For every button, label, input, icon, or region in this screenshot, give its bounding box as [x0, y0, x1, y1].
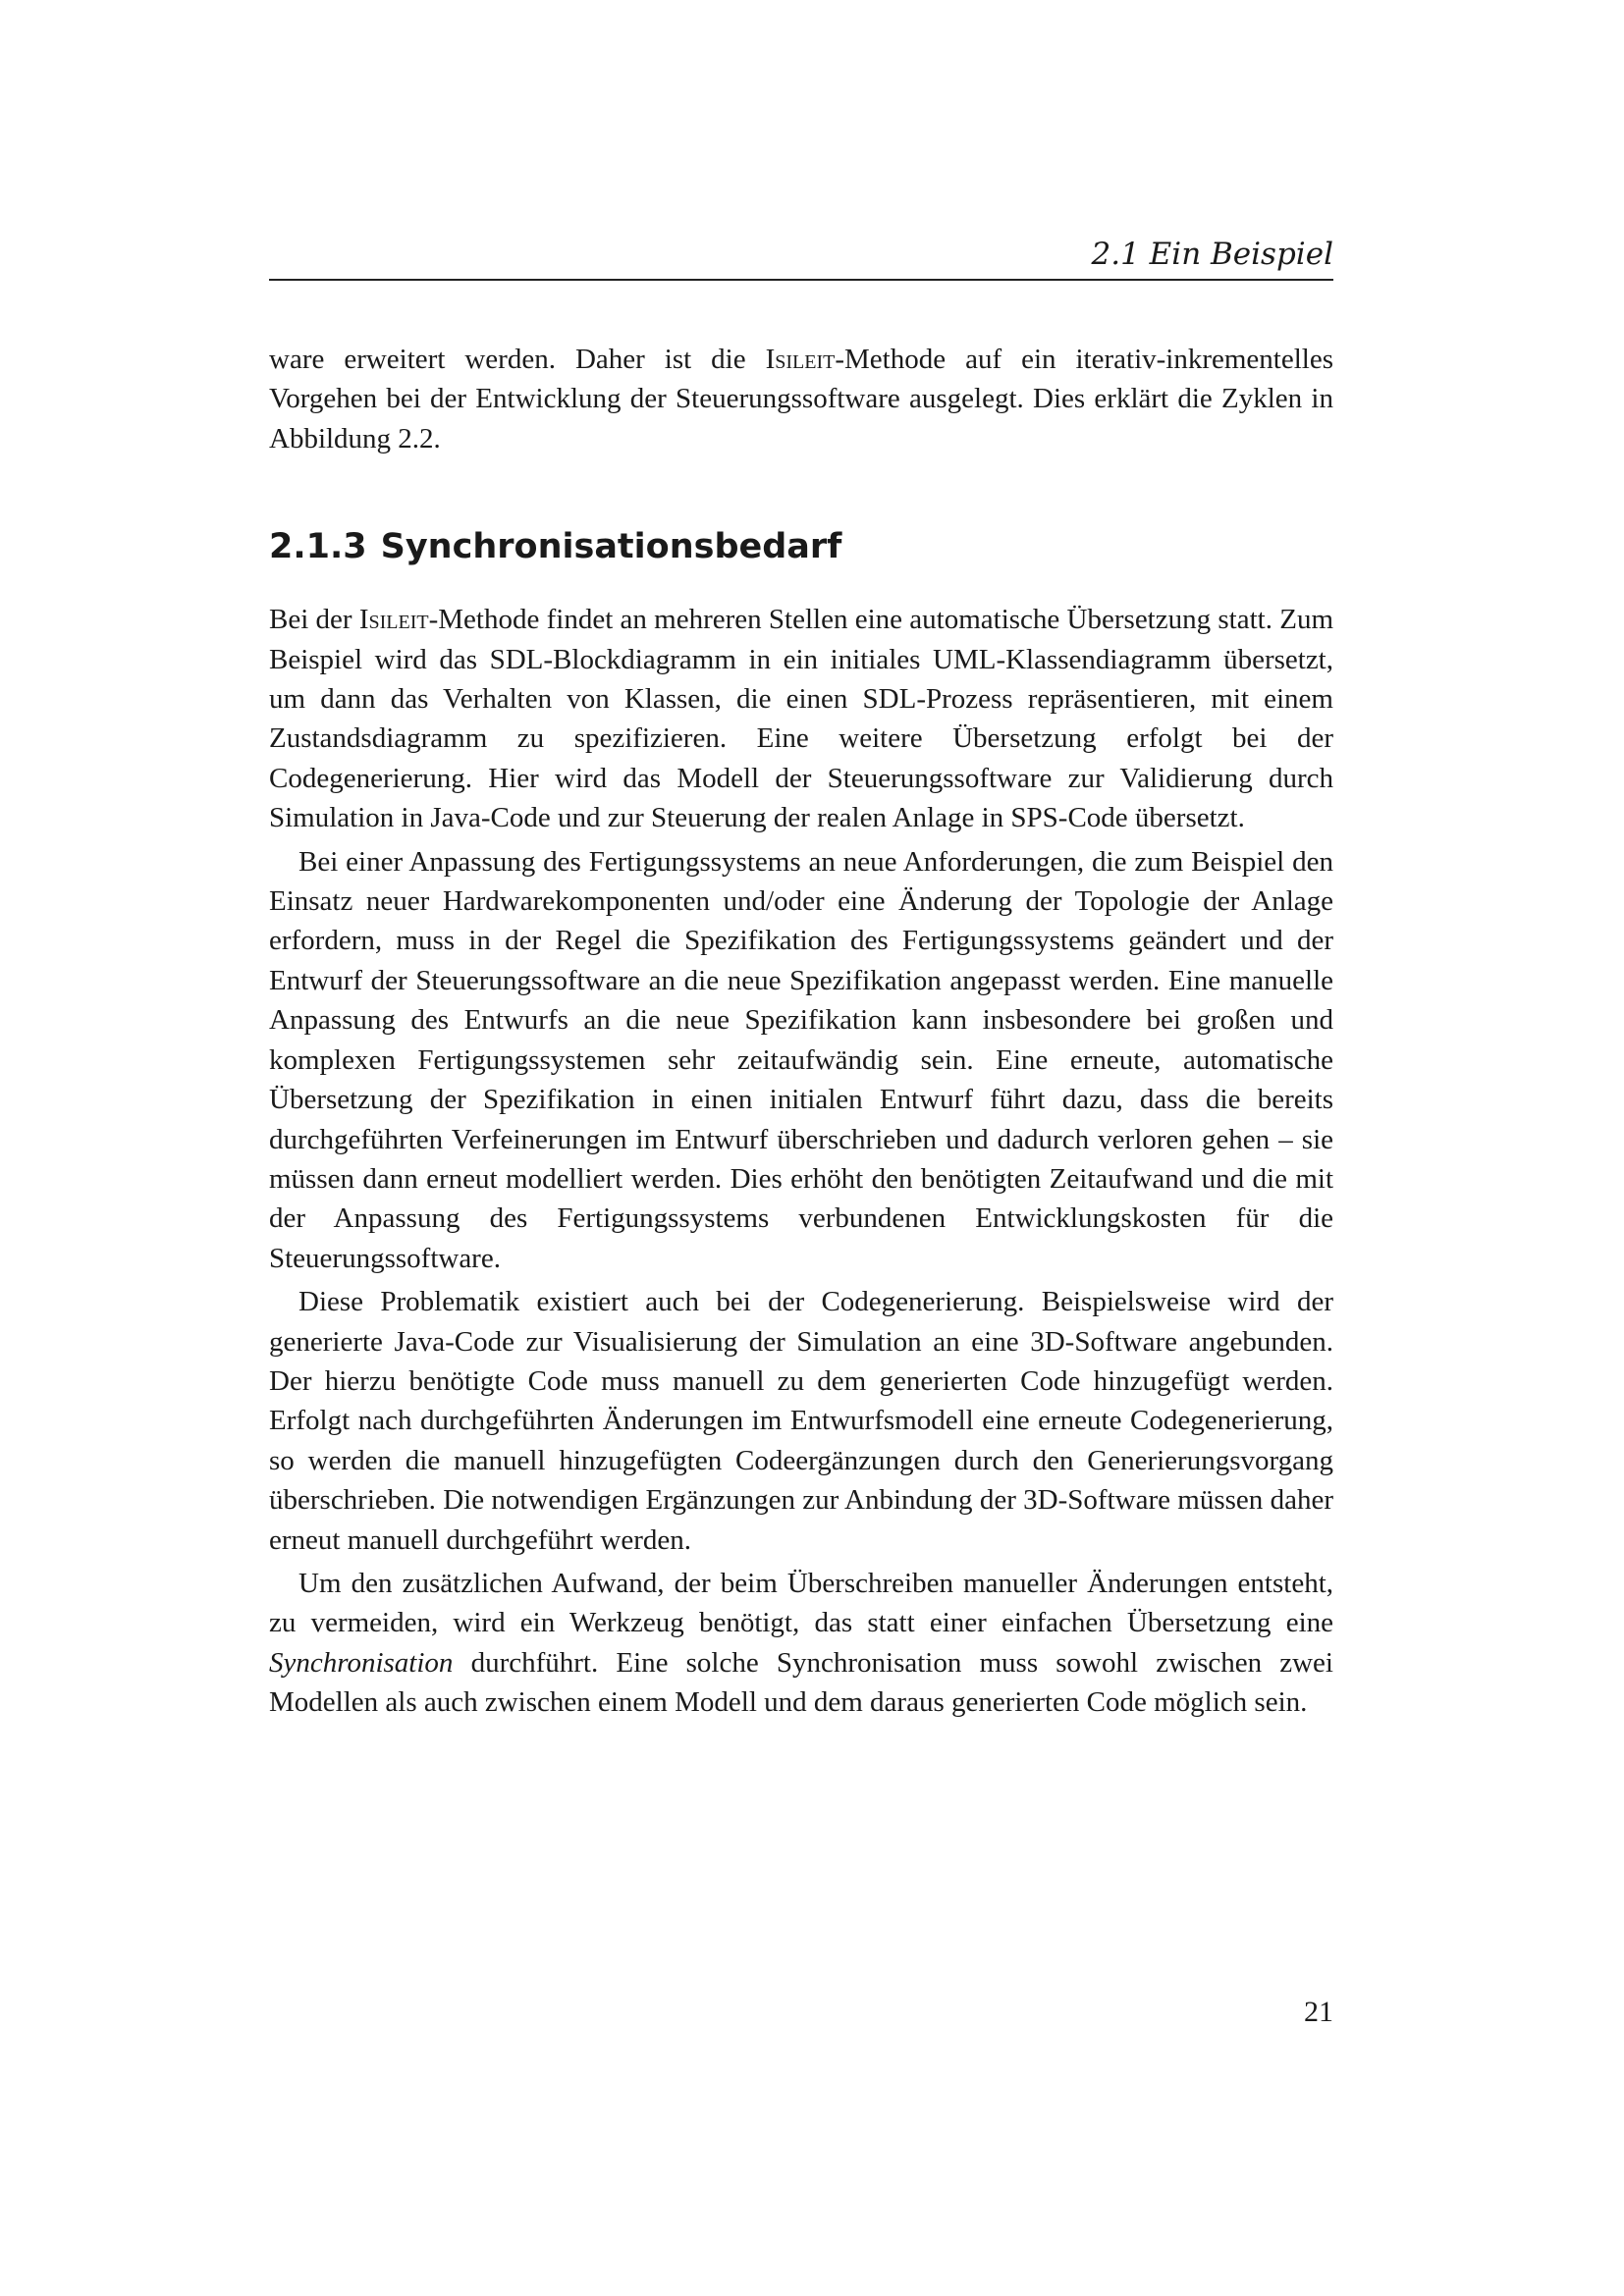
intro-paragraph [269, 340, 1333, 458]
paragraph-1-text-1: Bei der [269, 604, 359, 636]
paragraph-3: Diese Problematik existiert auch bei der Codegenerierung. Beispielsweise wird der generierte Java-Code zur Visualisierung der Simulation an eine 3D-Software angebunden. Der hierzu benötigte Code muss manuell zu dem generierten Code hinzugefügt werden. Erfolgt nach durchgeführten Änderungen im Entwurfsmodell eine erneute Codegenerierung, so werden die manuell hinzugefügten Codeergänzungen durch den Generierungsvorgang überschrieben. Die notwendigen Ergänzungen zur Anbindung der 3D-Software müssen daher erneut manuell durchgeführt werden. [269, 1286, 1333, 1556]
section-number: 2.1.3 [269, 527, 367, 567]
running-head: 2.1 Ein Beispiel [1091, 237, 1333, 272]
paragraph-4 [269, 1564, 1333, 1723]
body-text [269, 340, 1333, 1723]
section-heading [269, 525, 1333, 568]
header-rule [269, 279, 1333, 281]
paragraph-1-text-2: -Methode findet an mehreren Stellen eine automatische Übersetzung statt. Zum Beispiel wird das SDL-Blockdiagramm in ein initiales UML-Klassendiagramm übersetzt, um dann das Verhalten von Klassen, die einen SDL-Prozess repräsentieren, mit einem Zustandsdiagramm zu spezifizieren. Eine weitere Übersetzung erfolgt bei der Codegenerierung. Hier wird das Modell der Steuerungssoftware zur Validierung durch Simulation in Java-Code und zur Steuerung der realen Anlage in SPS-Code übersetzt. [269, 604, 1333, 834]
paragraph-2: Bei einer Anpassung des Fertigungssystems an neue Anforderungen, die zum Beispiel den Einsatz neuer Hardwarekomponenten und/oder eine Änderung der Topologie der Anlage erfordern, muss in der Regel die Spezifikation des Fertigungssystems geändert und der Entwurf der Steuerungssoftware an die neue Spezifikation angepasst werden. Eine manuelle Anpassung des Entwurfs an die neue Spezifikation kann insbesondere bei großen und komplexen Fertigungssystemen sehr zeitaufwändig sein. Eine erneute, automatische Übersetzung der Spezifikation in einen initialen Entwurf führt dazu, dass die bereits durchgeführten Verfeinerungen im Entwurf überschrieben und dadurch verloren gehen – sie müssen dann erneut modelliert werden. Dies erhöht den benötigten Zeitaufwand und die mit der Anpassung des Fertigungssystems verbundenen Entwicklungskosten für die Steuerungssoftware. [269, 845, 1333, 1274]
intro-text-2: -Methode auf ein iterativ-inkrementelles Vorgehen bei der Entwicklung der Steuerungssoftware ausgelegt. Dies erklärt die Zyklen in Abbildung 2.2. [269, 344, 1334, 454]
isileit-term: Isileit [358, 604, 429, 636]
paragraph-1 [269, 600, 1333, 837]
section-title: Synchronisationsbedarf [380, 527, 842, 567]
page-number: 21 [1304, 1996, 1333, 2028]
paragraph-4-text-1: Um den zusätzlichen Aufwand, der beim Überschreiben manueller Änderungen entsteht, zu vermeiden, wird ein Werkzeug benötigt, das statt einer einfachen Übersetzung eine [269, 1567, 1333, 1639]
emphasis-synchronisation: Synchronisation [269, 1646, 454, 1679]
paragraph-4-text-2: durchführt. Eine solche Synchronisation muss sowohl zwischen zwei Modellen als auch zwischen einem Modell und dem daraus generierten Code möglich sein. [269, 1646, 1333, 1719]
isileit-term: Isileit [765, 344, 836, 375]
intro-text-1: ware erweitert werden. Daher ist die [269, 344, 766, 375]
